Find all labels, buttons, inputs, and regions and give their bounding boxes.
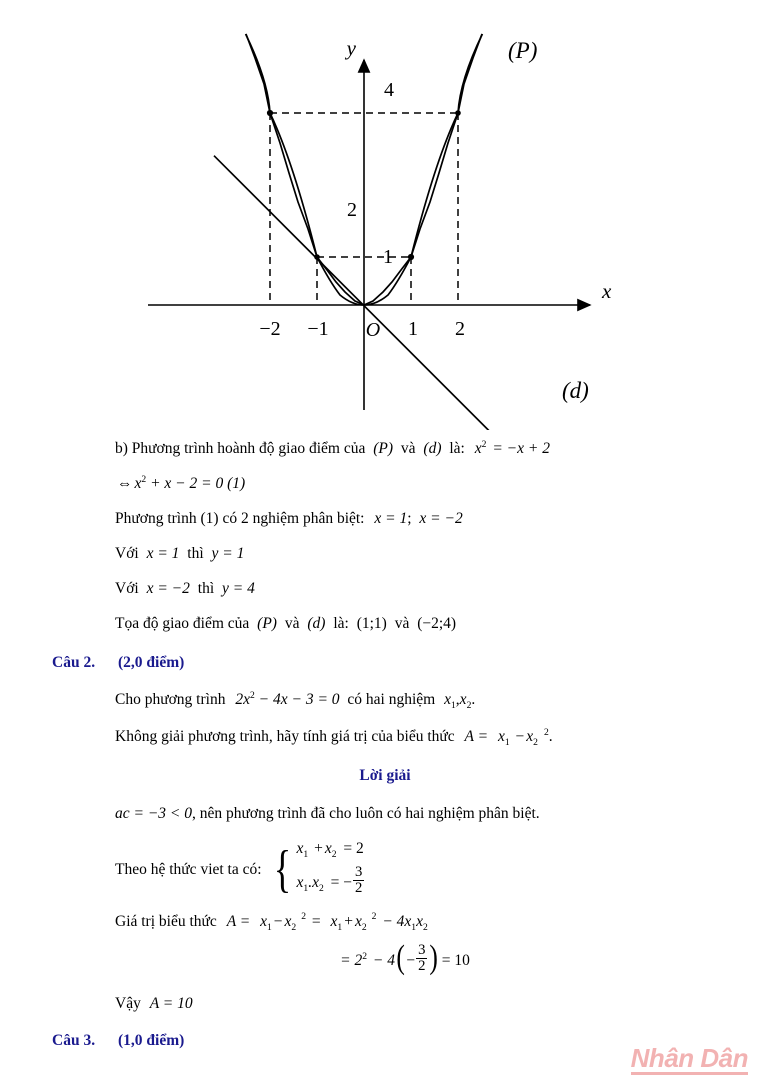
line2-rest: + x − 2 = 0 (1) bbox=[150, 475, 246, 493]
q1-root-comma: , bbox=[455, 691, 460, 709]
frac2-denominator: 2 bbox=[418, 958, 426, 975]
line2-x: x bbox=[134, 475, 142, 493]
s3-A: A = bbox=[226, 912, 251, 930]
line5-y: y = 4 bbox=[222, 580, 255, 598]
solution-viet-system bbox=[0, 840, 770, 898]
q2-prefix: Không giải phương trình, hãy tính giá trị của biểu thức bbox=[115, 728, 455, 746]
s2r1-i2: 2 bbox=[331, 849, 337, 861]
y-tick-2: 2 bbox=[347, 199, 357, 221]
s3-prefix: Giá trị biểu thức bbox=[115, 912, 217, 930]
q2-x2: x bbox=[526, 728, 534, 746]
q2-dot: . bbox=[548, 728, 553, 746]
line5-x: x = −2 bbox=[146, 580, 190, 598]
s3-tail-minus: − 4x bbox=[382, 912, 412, 930]
q2-i1: 1 bbox=[504, 737, 510, 749]
s2r1-plus: + bbox=[314, 840, 323, 858]
eq-rhs: = −x + 2 bbox=[492, 440, 550, 457]
iff-symbol: ⇔ bbox=[117, 475, 133, 493]
part-b-line6 bbox=[0, 615, 770, 632]
q1-eq-exp: 2 bbox=[249, 690, 255, 702]
q1-mid: có hai nghiệm bbox=[347, 691, 436, 709]
q2-minus: − bbox=[515, 728, 525, 746]
s3-b-i2: 2 bbox=[361, 921, 367, 933]
s4-minus4: − 4 bbox=[372, 951, 395, 969]
line3-text: Phương trình (1) có 2 nghiệm phân biệt: bbox=[115, 510, 365, 528]
line2-exp: 2 bbox=[141, 473, 147, 485]
q2-A: A = bbox=[464, 728, 489, 746]
s3-b-i1: 1 bbox=[337, 921, 343, 933]
s2r2-eq: = − bbox=[330, 873, 353, 891]
fraction-3-2 bbox=[353, 865, 364, 896]
s5-A: A = 10 bbox=[149, 994, 193, 1012]
s4-inner-minus: − bbox=[406, 951, 416, 969]
s3-b-x1: x bbox=[330, 912, 338, 930]
s3-x1: x bbox=[260, 912, 267, 930]
s2r2-i1: 1 bbox=[303, 882, 309, 894]
part-b-line5 bbox=[0, 580, 770, 597]
line4-y: y = 1 bbox=[211, 545, 245, 563]
cau3-number: Câu 3. bbox=[52, 1031, 96, 1049]
cau2-number: Câu 2. bbox=[52, 654, 96, 672]
eq-lhs-exp: 2 bbox=[481, 438, 487, 450]
solution-line-3 bbox=[0, 911, 770, 933]
system-block bbox=[270, 840, 366, 898]
p-label: (P) bbox=[373, 440, 394, 457]
line4-x: x = 1 bbox=[146, 545, 180, 563]
s3-i2: 2 bbox=[291, 921, 297, 933]
line6-and1: và bbox=[284, 615, 300, 633]
s1-ac: ac = −3 < 0 bbox=[115, 805, 193, 823]
line-label: (d) bbox=[562, 378, 589, 403]
s3-x2: x bbox=[284, 912, 292, 930]
x-tick-minus2: −2 bbox=[259, 318, 281, 340]
line6-point2: (−2;4) bbox=[417, 615, 457, 633]
frac2-numerator: 3 bbox=[418, 942, 426, 959]
cau2-question-1 bbox=[0, 690, 770, 712]
point-minus1-1 bbox=[314, 254, 320, 260]
x-tick-2: 2 bbox=[455, 318, 465, 340]
solution-body bbox=[0, 440, 770, 1049]
line6-is: là: bbox=[333, 615, 349, 633]
cau2-points: (2,0 điểm) bbox=[118, 654, 185, 672]
cau2-heading bbox=[0, 654, 770, 671]
cau2-question-2 bbox=[0, 727, 770, 749]
s3-eq: = bbox=[311, 912, 321, 930]
point-minus2-4 bbox=[267, 110, 273, 116]
line6-p: (P) bbox=[257, 615, 277, 633]
y-tick-4: 4 bbox=[384, 79, 394, 101]
s5-prefix: Vậy bbox=[115, 994, 141, 1012]
q1-root-i1: 1 bbox=[451, 700, 456, 712]
q2-i2: 2 bbox=[533, 737, 538, 749]
q1-root-i2: 2 bbox=[466, 700, 472, 712]
s4-exp: 2 bbox=[362, 950, 368, 962]
s3-tail-i2: 2 bbox=[422, 921, 428, 933]
origin-label: O bbox=[365, 319, 381, 341]
s3-exp2: 2 bbox=[371, 911, 377, 923]
s2r1-eq: = 2 bbox=[343, 840, 364, 858]
part-b-prefix: b) Phương trình hoành độ giao điểm của bbox=[115, 440, 366, 457]
graph-figure bbox=[130, 20, 640, 430]
cau3-points: (1,0 điểm) bbox=[118, 1031, 185, 1049]
point-2-4 bbox=[455, 110, 461, 116]
left-brace: { bbox=[273, 840, 291, 898]
s4-result: = 10 bbox=[441, 951, 470, 969]
x-tick-minus1: −1 bbox=[307, 318, 329, 340]
s4-eq: = 2 bbox=[340, 951, 363, 969]
frac-denominator: 2 bbox=[355, 880, 363, 897]
s3-tail-x2: x bbox=[416, 912, 423, 930]
s2r1-x2: x bbox=[324, 840, 332, 858]
x-tick-1: 1 bbox=[408, 318, 418, 340]
part-b-line2 bbox=[0, 475, 770, 492]
y-tick-1: 1 bbox=[383, 246, 393, 268]
line3-root1: x = 1 bbox=[374, 510, 408, 528]
s2r2-x1: x bbox=[296, 873, 304, 891]
eq-lhs-var: x bbox=[474, 440, 482, 457]
system-rows bbox=[297, 840, 366, 898]
q1-eq-a: 2x bbox=[235, 691, 250, 709]
parabola-label: (P) bbox=[508, 38, 538, 63]
loi-giai-title: Lời giải bbox=[359, 767, 411, 785]
x-axis-label: x bbox=[602, 279, 612, 303]
system-row-2 bbox=[296, 864, 366, 899]
s2r1-x1: x bbox=[296, 840, 304, 858]
line4-mid: thì bbox=[187, 545, 204, 563]
s2r1-i1: 1 bbox=[303, 849, 309, 861]
line4-prefix: Với bbox=[115, 545, 139, 563]
coordinate-plane-svg bbox=[130, 20, 640, 430]
part-b-is: là: bbox=[449, 440, 465, 457]
part-b-line3 bbox=[0, 510, 770, 527]
line6-point1: (1;1) bbox=[356, 615, 387, 633]
line3-root2: x = −2 bbox=[419, 510, 463, 528]
q1-prefix: Cho phương trình bbox=[115, 691, 226, 709]
s3-plus: + bbox=[344, 912, 353, 930]
s2r2-i2: 2 bbox=[318, 882, 324, 894]
q1-eq-b: − 4x − 3 = 0 bbox=[258, 691, 340, 709]
part-b-line1 bbox=[0, 440, 770, 457]
s2-label: Theo hệ thức viet ta có: bbox=[115, 860, 262, 878]
nhan-dan-watermark: Nhân Dân bbox=[630, 1043, 748, 1073]
line6-and2: và bbox=[394, 615, 410, 633]
s2r2-dot: .x bbox=[308, 873, 319, 891]
d-label: (d) bbox=[423, 440, 442, 457]
system-row-1 bbox=[296, 840, 366, 861]
part-b-and: và bbox=[400, 440, 416, 457]
line3-sep: ; bbox=[407, 510, 412, 528]
solution-line-5 bbox=[0, 995, 770, 1012]
line5-mid: thì bbox=[197, 580, 215, 598]
s3-i1: 1 bbox=[266, 921, 272, 933]
frac-numerator: 3 bbox=[355, 864, 363, 881]
q2-exp: 2 bbox=[543, 727, 549, 739]
y-axis-label: y bbox=[346, 36, 356, 60]
s3-b-x2: x bbox=[354, 912, 362, 930]
q1-root-x2: x bbox=[459, 691, 467, 709]
q1-end: . bbox=[471, 691, 476, 709]
line5-prefix: Với bbox=[115, 580, 139, 598]
line6-prefix: Tọa độ giao điểm của bbox=[115, 615, 250, 633]
s3-minus: − bbox=[273, 912, 283, 930]
s3-exp1: 2 bbox=[301, 911, 307, 923]
line-d bbox=[214, 156, 556, 430]
line6-d: (d) bbox=[307, 615, 326, 633]
solution-line-1 bbox=[0, 805, 770, 822]
fraction-3-2-inner bbox=[416, 943, 427, 974]
s3-tail-i1: 1 bbox=[411, 921, 417, 933]
solution-line-4: = $2^2 - 4(-$ $\frac{3}{2}$ ) = 10 bbox=[340, 938, 470, 976]
q2-x1: x bbox=[497, 728, 505, 746]
q1-root-x1: x bbox=[444, 691, 451, 709]
s1-rest: , nên phương trình đã cho luôn có hai nghiệm phân biệt. bbox=[192, 805, 540, 823]
part-b-line4 bbox=[0, 545, 770, 562]
point-1-1 bbox=[408, 254, 414, 260]
